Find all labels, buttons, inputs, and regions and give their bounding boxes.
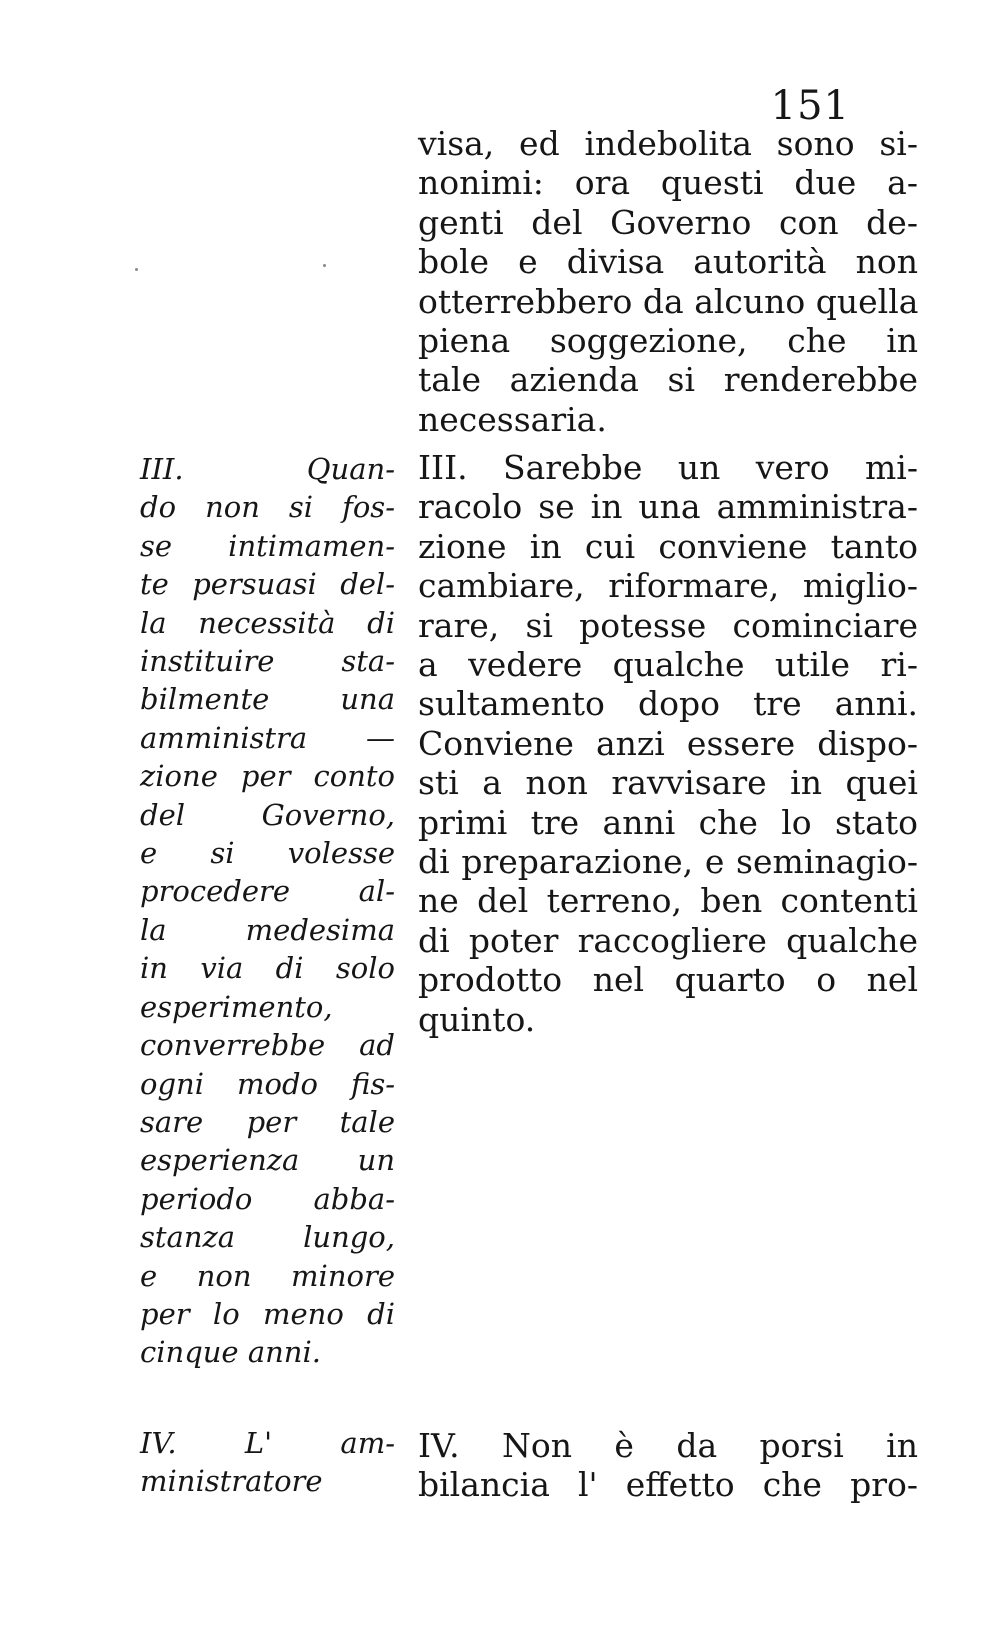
- main-text-paragraph-continuation: [418, 124, 918, 439]
- marginal-line: bilmente una: [140, 682, 395, 717]
- text-line: di preparazione, e seminagio-: [418, 842, 918, 882]
- marginal-line: amministra —: [140, 720, 395, 755]
- text-line: otterrebbero da alcuno quella: [418, 281, 919, 321]
- page-number: 151: [770, 83, 850, 129]
- text-line: sultamento dopo tre anni.: [418, 684, 918, 724]
- text-line: zione in cui conviene tanto: [418, 526, 918, 566]
- text-line: III. Sarebbe un vero mi-: [418, 448, 918, 487]
- main-text-section-iv: [418, 1426, 918, 1505]
- marginal-line: in via di solo: [140, 951, 395, 986]
- text-line: prodotto nel quarto o nel: [418, 960, 918, 1000]
- text-line: sti a non ravvisare in quei: [418, 763, 918, 803]
- marginal-line: periodo abba-: [140, 1181, 395, 1216]
- marginal-line: esperienza un: [140, 1143, 395, 1178]
- text-line: di poter raccogliere qualche: [418, 920, 918, 960]
- marginal-line: cinque anni.: [140, 1335, 321, 1370]
- marginal-line: e non minore: [140, 1258, 395, 1293]
- paper-specks: [135, 268, 335, 278]
- marginal-note-iii: [140, 450, 395, 1372]
- text-line: necessaria.: [418, 399, 607, 439]
- text-line: bilancia l' effetto che pro-: [418, 1465, 918, 1505]
- text-line: genti del Governo con de-: [418, 202, 918, 242]
- marginal-line: IV. L' am-: [140, 1426, 395, 1460]
- marginal-line: la necessità di: [140, 605, 395, 640]
- speck: [323, 264, 326, 267]
- marginal-line: procedere al-: [140, 874, 395, 909]
- marginal-line: esperimento,: [140, 989, 333, 1024]
- text-line: bole e divisa autorità non: [418, 242, 918, 282]
- text-line: nonimi: ora questi due a-: [418, 163, 918, 203]
- marginal-line: se intimamen-: [140, 528, 395, 563]
- text-line: racolo se in una amministra-: [418, 487, 918, 527]
- text-line: ne del terreno, ben contenti: [418, 881, 918, 921]
- text-line: visa, ed indebolita sono si-: [418, 124, 918, 163]
- text-line: Conviene anzi essere dispo-: [418, 723, 918, 763]
- text-line: a vedere qualche utile ri-: [418, 645, 918, 685]
- marginal-line: la medesima: [140, 912, 395, 947]
- text-line: IV. Non è da porsi in: [418, 1426, 918, 1465]
- marginal-line: e si volesse: [140, 836, 395, 871]
- marginal-note-iv: [140, 1424, 395, 1501]
- text-line: piena soggezione, che in: [418, 321, 918, 361]
- marginal-line: instituire sta-: [140, 644, 395, 679]
- marginal-line: per lo meno di: [140, 1296, 395, 1331]
- marginal-line: zione per conto: [140, 759, 395, 794]
- text-line: tale azienda si renderebbe: [418, 360, 918, 400]
- marginal-line: do non si fos-: [140, 490, 395, 525]
- marginal-line: del Governo,: [140, 797, 395, 832]
- marginal-line: converrebbe ad: [140, 1028, 395, 1063]
- text-line: rare, si potesse cominciare: [418, 605, 918, 645]
- text-line: cambiare, riformare, miglio-: [418, 566, 918, 606]
- marginal-line: te persuasi del-: [140, 567, 395, 602]
- text-line: quinto.: [418, 999, 536, 1039]
- marginal-line: III. Quan-: [140, 452, 395, 486]
- text-line: primi tre anni che lo stato: [418, 802, 918, 842]
- marginal-line: ministratore: [140, 1464, 323, 1499]
- main-text-section-iii: [418, 448, 918, 1039]
- speck: [135, 268, 138, 271]
- marginal-line: ogni modo fis-: [140, 1066, 395, 1101]
- marginal-line: sare per tale: [140, 1104, 395, 1139]
- marginal-line: stanza lungo,: [140, 1220, 395, 1255]
